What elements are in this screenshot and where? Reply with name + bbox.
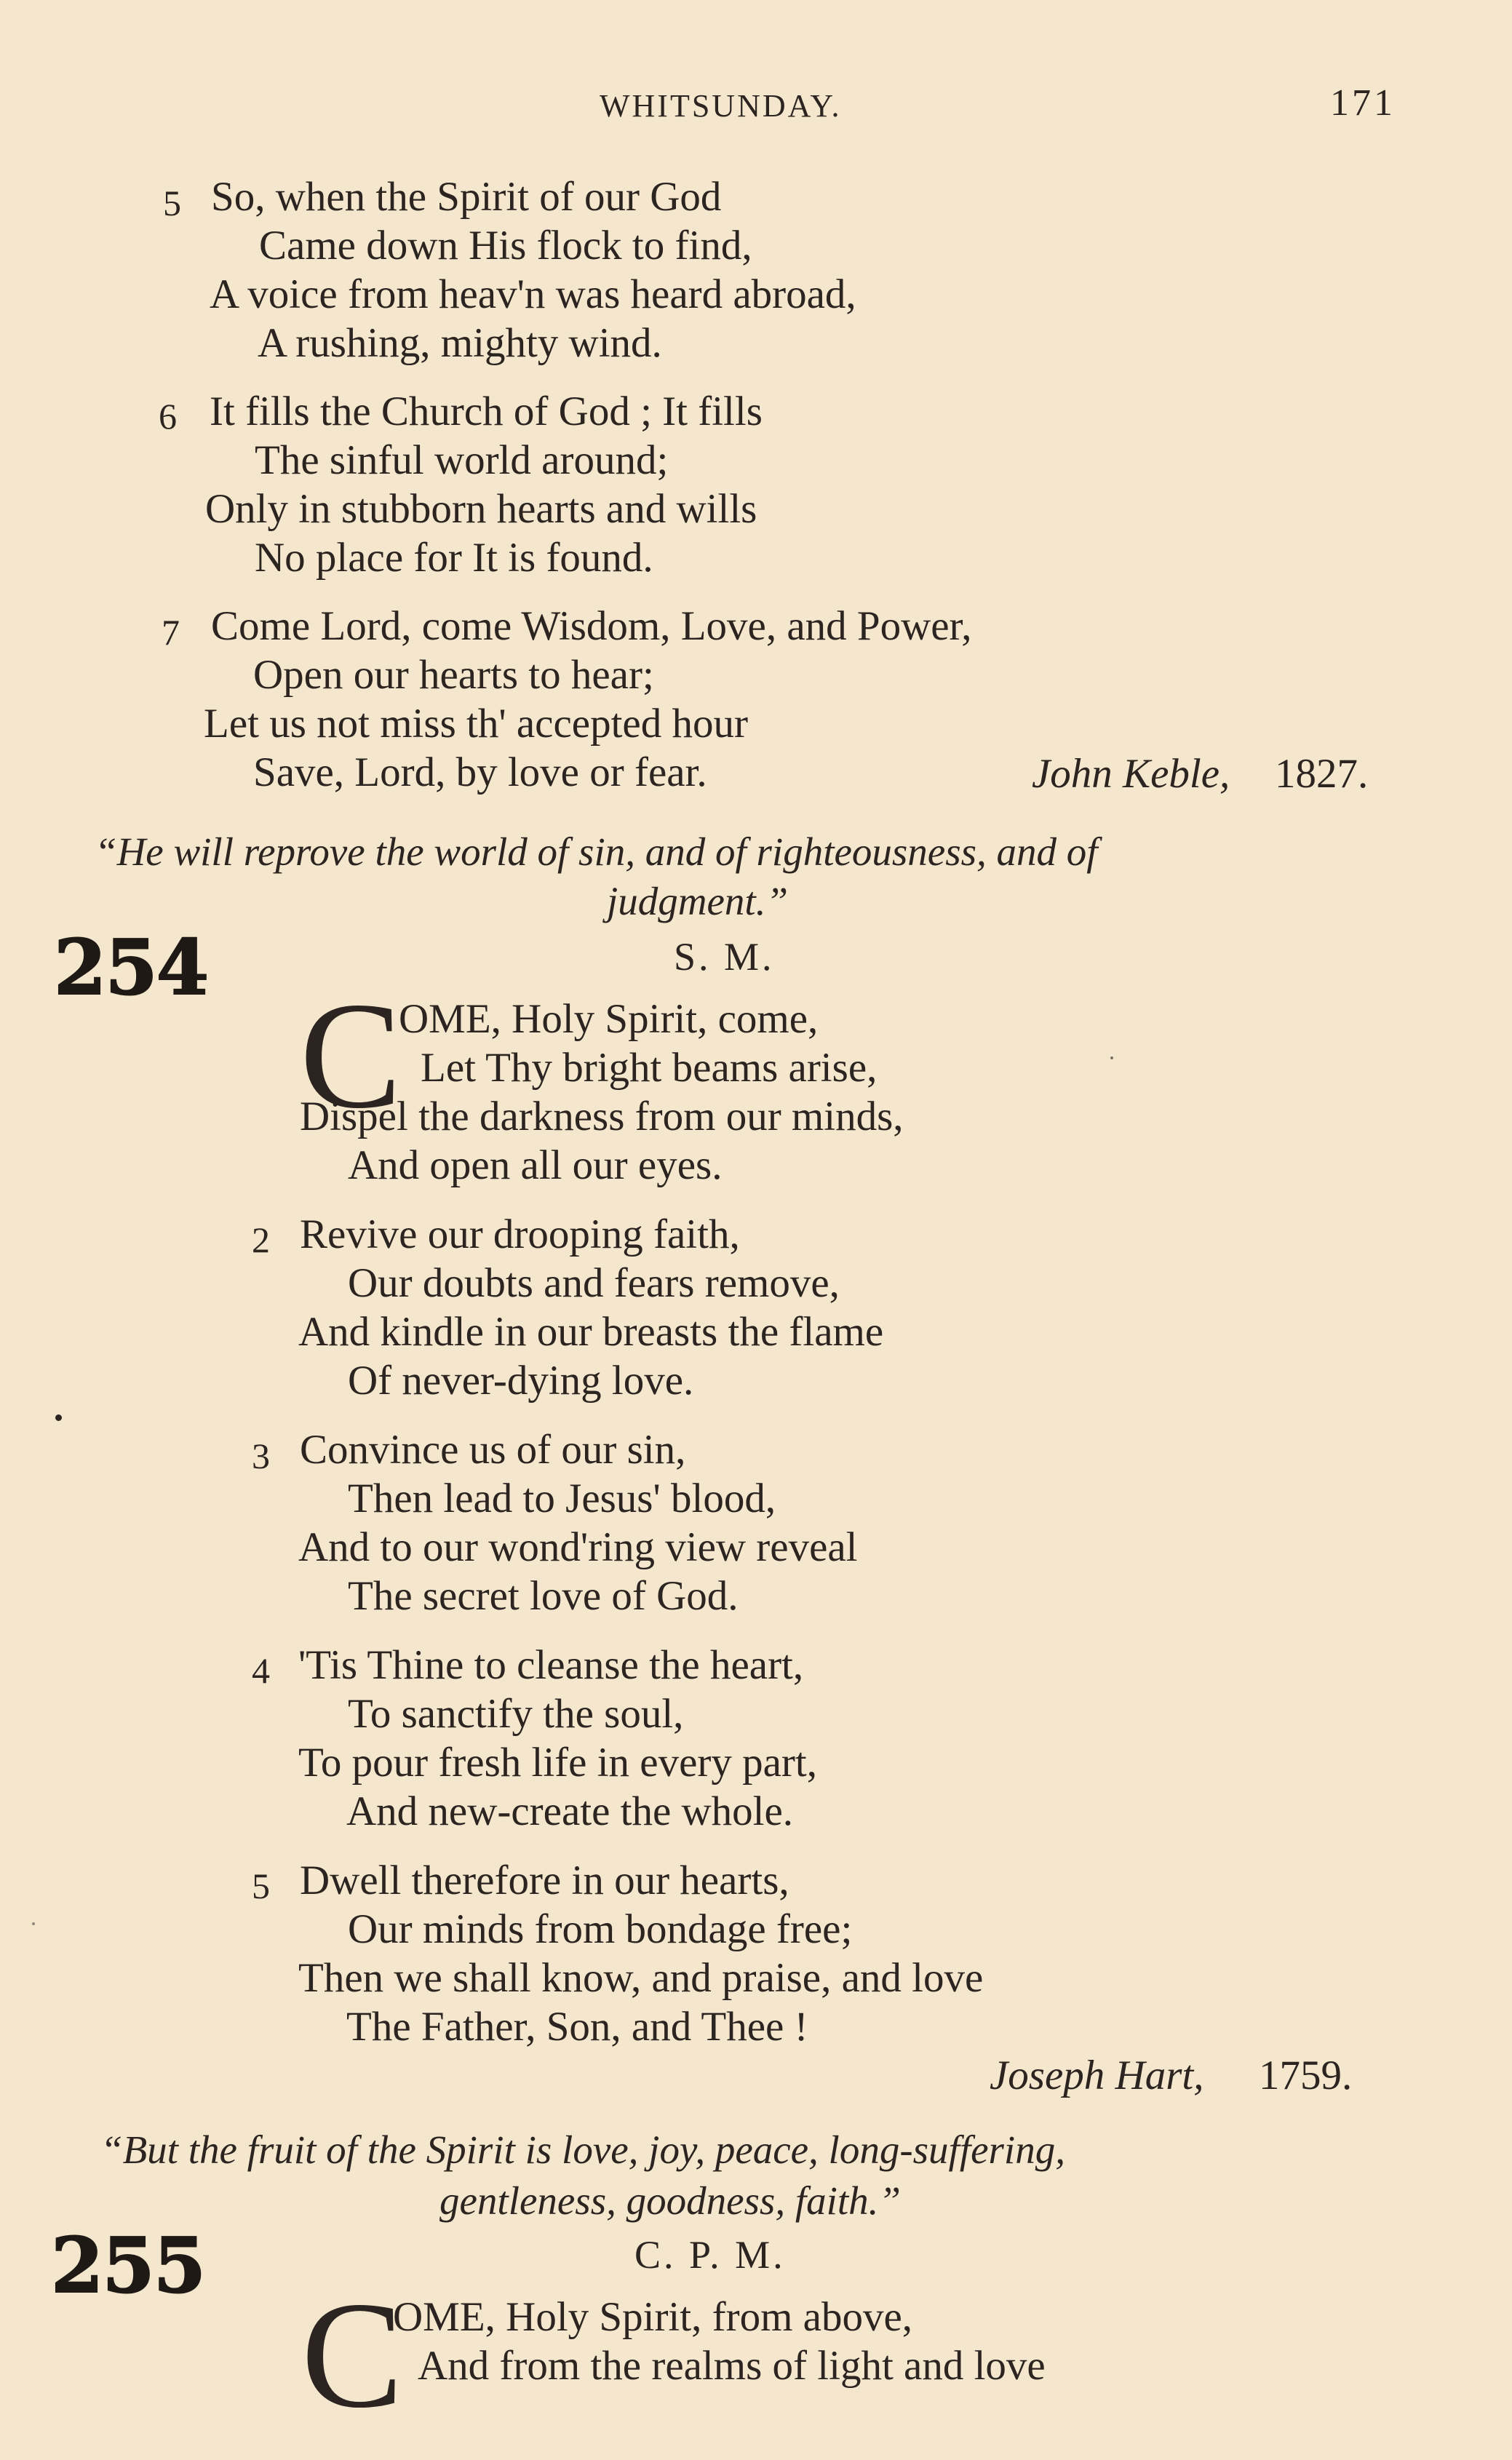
page-number: 171	[1330, 82, 1396, 124]
verse-line: The Father, Son, and Thee !	[346, 2004, 808, 2050]
verse-line: Of never-dying love.	[348, 1358, 694, 1404]
ink-speck	[55, 1414, 62, 1421]
running-header: WHITSUNDAY.	[600, 88, 842, 124]
verse-line: Let Thy bright beams arise,	[421, 1045, 878, 1091]
verse-line: A voice from heav'n was heard abroad,	[210, 271, 856, 317]
verse-line: No place for It is found.	[255, 535, 653, 581]
verse-line: Then lead to Jesus' blood,	[348, 1476, 776, 1521]
verse-line: OME, Holy Spirit, from above,	[393, 2294, 913, 2340]
author-year: 1827.	[1275, 751, 1369, 797]
verse-line: And from the realms of light and love	[418, 2343, 1046, 2389]
hymn-meter: S. M.	[674, 935, 775, 979]
verse-number: 4	[252, 1650, 270, 1691]
verse-number: 2	[252, 1219, 270, 1260]
verse-line: Open our hearts to hear;	[253, 652, 654, 698]
verse-line: Convince us of our sin,	[300, 1427, 686, 1473]
drop-cap: C	[301, 2271, 404, 2440]
verse-line: Let us not miss th' accepted hour	[204, 701, 748, 747]
verse-line: A rushing, mighty wind.	[258, 320, 662, 366]
hymn-number: 254	[54, 923, 208, 1012]
author-attribution: Joseph Hart,	[990, 2053, 1204, 2098]
ink-speck	[1110, 1056, 1113, 1059]
scripture-epigraph: “He will reprove the world of sin, and of righteousness, and of	[95, 829, 1098, 874]
verse-line: Then we shall know, and praise, and love	[298, 1955, 984, 2001]
scripture-epigraph: “But the fruit of the Spirit is love, joy, peace, long-suffering,	[100, 2127, 1065, 2172]
hymn-meter: C. P. M.	[634, 2233, 786, 2277]
scripture-epigraph-continued: gentleness, goodness, faith.”	[439, 2178, 902, 2223]
verse-line: And new-create the whole.	[346, 1788, 794, 1834]
verse-number: 6	[159, 396, 177, 437]
verse-line: Come Lord, come Wisdom, Love, and Power,	[211, 603, 972, 649]
verse-line: To pour fresh life in every part,	[298, 1740, 818, 1786]
verse-line: Save, Lord, by love or fear.	[253, 749, 707, 795]
verse-line: So, when the Spirit of our God	[211, 174, 722, 220]
author-attribution: John Keble,	[1032, 751, 1230, 797]
verse-line: Revive our drooping faith,	[300, 1211, 740, 1257]
verse-number: 7	[162, 612, 180, 653]
verse-line: Only in stubborn hearts and wills	[205, 486, 757, 532]
verse-line: Dispel the darkness from our minds,	[300, 1094, 904, 1139]
drop-cap: C	[300, 971, 402, 1140]
verse-line: And kindle in our breasts the flame	[298, 1309, 884, 1355]
scripture-epigraph-continued: judgment.”	[607, 879, 789, 923]
verse-line: And to our wond'ring view reveal	[298, 1524, 858, 1570]
verse-line: Dwell therefore in our hearts,	[300, 1858, 789, 1903]
verse-line: The secret love of God.	[348, 1573, 739, 1619]
verse-number: 3	[252, 1436, 270, 1476]
verse-line: Our minds from bondage free;	[348, 1906, 853, 1952]
hymn-number: 255	[51, 2221, 205, 2310]
author-year: 1759.	[1259, 2053, 1353, 2098]
verse-line: Our doubts and fears remove,	[348, 1260, 840, 1306]
verse-line: OME, Holy Spirit, come,	[399, 996, 819, 1042]
verse-line: 'Tis Thine to cleanse the heart,	[298, 1642, 804, 1688]
verse-number: 5	[252, 1866, 270, 1906]
verse-line: The sinful world around;	[255, 437, 669, 483]
verse-line: And open all our eyes.	[348, 1142, 723, 1188]
verse-line: It fills the Church of God ; It fills	[210, 389, 763, 434]
ink-speck	[32, 1922, 35, 1925]
verse-number: 5	[163, 183, 181, 223]
verse-line: Came down His flock to find,	[259, 223, 752, 268]
verse-line: To sanctify the soul,	[348, 1691, 684, 1737]
